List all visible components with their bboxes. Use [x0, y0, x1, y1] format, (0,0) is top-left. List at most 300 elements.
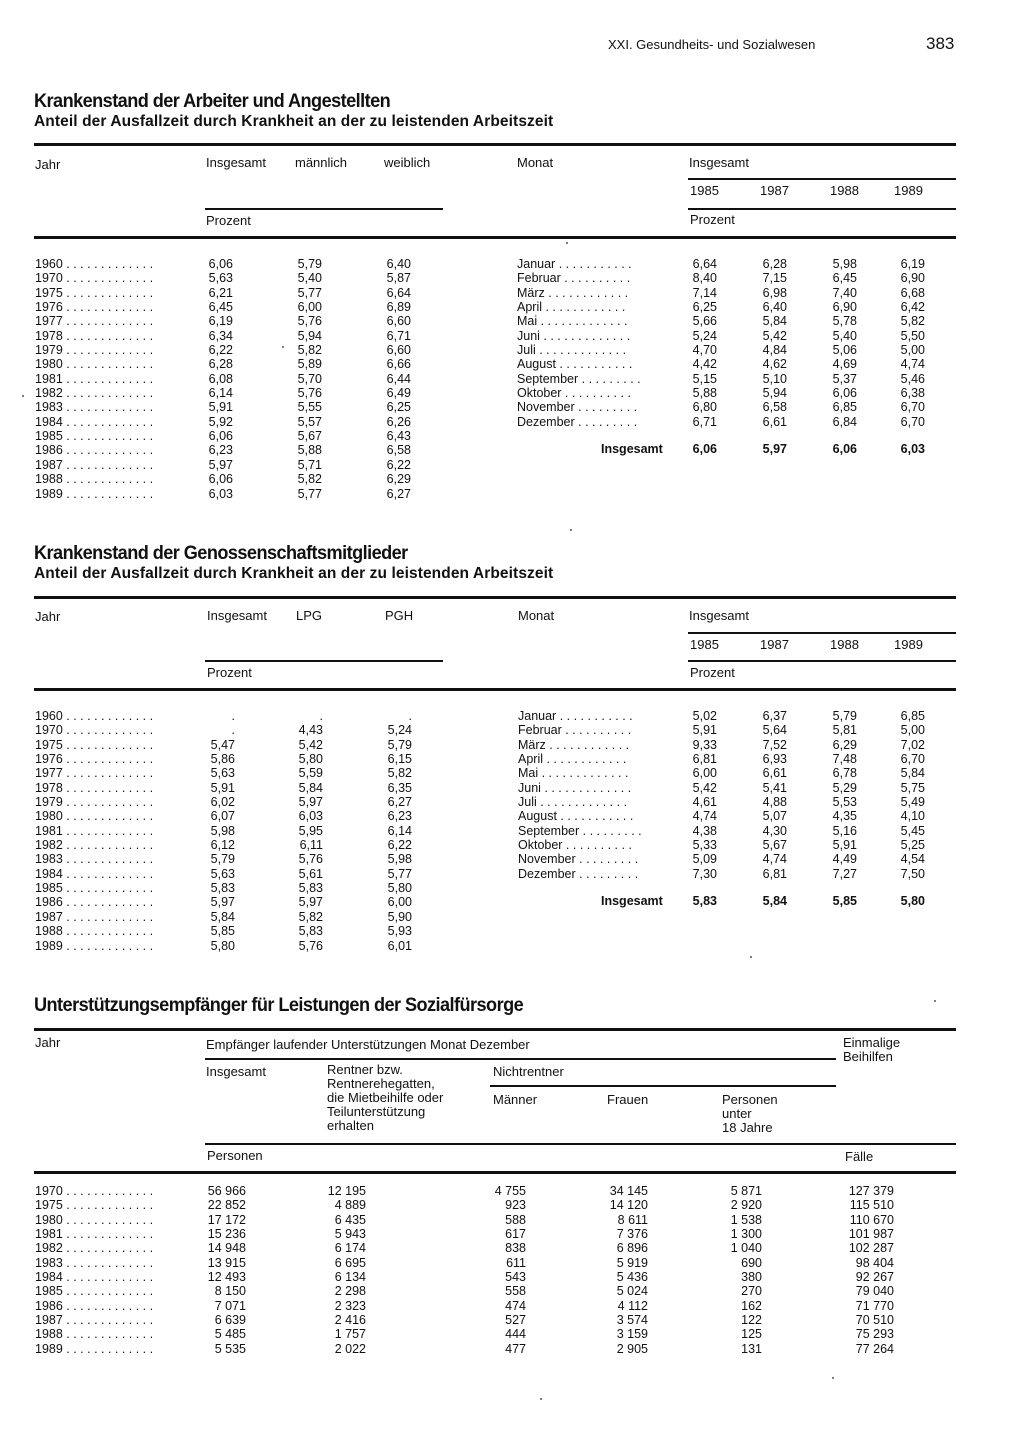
- table1-subtitle: Anteil der Ausfallzeit durch Krankheit an der zu leistenden Arbeitszeit: [34, 113, 554, 130]
- table-cell: 1988 . . . . . . . . . . . . .: [35, 924, 154, 939]
- scan-speck: [282, 346, 284, 348]
- table-cell: 4,42: [692, 357, 717, 372]
- table-cell: 6 134: [334, 1270, 366, 1285]
- table-cell: September . . . . . . . . .: [517, 371, 641, 386]
- table-cell: 13 915: [207, 1255, 246, 1270]
- table-cell: 1985 . . . . . . . . . . . . .: [35, 429, 154, 444]
- table1-header-maennlich: männlich: [295, 155, 348, 170]
- table-cell: 474: [505, 1298, 526, 1313]
- table-cell: 6,42: [900, 300, 925, 315]
- table-cell: 131: [741, 1341, 762, 1356]
- table2-total-1988: 5,85: [832, 894, 857, 908]
- table-cell: 34 145: [609, 1184, 648, 1198]
- table3-unit-faelle: Fälle: [845, 1149, 874, 1164]
- table-cell: 5,82: [297, 343, 322, 358]
- table2-col-1989: [874, 709, 925, 881]
- table-cell: 7,48: [832, 752, 857, 767]
- table-cell: 5,63: [208, 271, 233, 286]
- table-cell: 4,84: [762, 343, 787, 358]
- table-cell: 5,37: [832, 371, 857, 386]
- scan-speck: [934, 1000, 936, 1002]
- table2-total-1987: 5,84: [762, 894, 787, 908]
- table-cell: 1986 . . . . . . . . . . . . .: [35, 895, 154, 910]
- table-cell: 6,93: [762, 752, 787, 767]
- table-cell: 7,52: [762, 737, 787, 752]
- table-cell: 5,80: [298, 752, 323, 767]
- table1-col-1988: [806, 257, 857, 429]
- table-cell: 6,61: [762, 414, 787, 429]
- table3-unit-personen: Personen: [207, 1148, 263, 1163]
- scan-speck: [570, 529, 572, 531]
- table-cell: 5,92: [208, 414, 233, 429]
- table-cell: 5,07: [762, 809, 787, 824]
- table-cell: 1984 . . . . . . . . . . . . .: [35, 1270, 154, 1285]
- table1-col-1987: [736, 257, 787, 429]
- table-cell: 5,42: [692, 780, 717, 795]
- table2-year-1985: 1985: [690, 637, 719, 652]
- table-cell: 4,10: [900, 809, 925, 824]
- table3-top-rule: [34, 1028, 956, 1031]
- table-cell: 5,06: [832, 343, 857, 358]
- table-cell: 5,15: [692, 371, 717, 386]
- table-cell: 8 611: [617, 1212, 648, 1227]
- table-cell: 6 435: [334, 1212, 366, 1227]
- table-cell: 6,06: [208, 472, 233, 487]
- table1-total-1985: 6,06: [692, 442, 717, 456]
- table-cell: 1975 . . . . . . . . . . . . .: [35, 1198, 154, 1213]
- table2-unit-prozent-right: Prozent: [690, 665, 735, 680]
- table1-col-weiblich: [359, 257, 411, 501]
- table-cell: September . . . . . . . . .: [518, 823, 642, 838]
- table-cell: 6,43: [386, 429, 411, 444]
- table2-unit-rule-right: [688, 660, 956, 662]
- table-cell: 1977 . . . . . . . . . . . . .: [35, 766, 154, 781]
- table-cell: 5,98: [832, 257, 857, 271]
- table-cell: 2 022: [334, 1341, 366, 1356]
- table1-header-weiblich: weiblich: [384, 155, 431, 170]
- table-cell: Dezember . . . . . . . . .: [518, 866, 639, 881]
- table1-total-1989: 6,03: [900, 442, 925, 456]
- table-cell: 6,85: [900, 709, 925, 723]
- table-cell: 6,27: [386, 486, 411, 501]
- page-number: 383: [926, 34, 955, 53]
- table-cell: 6,23: [387, 809, 412, 824]
- table-cell: 5,91: [832, 838, 857, 853]
- table-cell: 5,82: [298, 909, 323, 924]
- table-cell: 1960 . . . . . . . . . . . . .: [35, 709, 154, 723]
- table-cell: 56 966: [207, 1184, 246, 1198]
- table-cell: 5,67: [762, 838, 787, 853]
- table-cell: 1989 . . . . . . . . . . . . .: [35, 938, 154, 953]
- table2-col-1987: [736, 709, 787, 881]
- table-cell: 5,76: [298, 938, 323, 953]
- table-cell: 5,78: [832, 314, 857, 329]
- table-cell: 1988 . . . . . . . . . . . . .: [35, 472, 154, 487]
- table-cell: 102 287: [848, 1241, 894, 1256]
- table2-top-rule: [34, 596, 956, 599]
- table2-total-label: Insgesamt: [601, 894, 663, 908]
- table-cell: 1987 . . . . . . . . . . . . .: [35, 457, 154, 472]
- table-cell: Juni . . . . . . . . . . . . .: [517, 328, 631, 343]
- table3-header-insgesamt: Insgesamt: [206, 1064, 266, 1079]
- table-cell: 6,90: [832, 300, 857, 315]
- table-cell: 5,66: [692, 314, 717, 329]
- table-cell: 5,59: [298, 766, 323, 781]
- scan-speck: [540, 1398, 542, 1400]
- table2-years-rule: [688, 632, 956, 634]
- table-cell: 5,93: [387, 924, 412, 939]
- table-cell: 5,55: [297, 400, 322, 415]
- table1-col-insgesamt: [180, 257, 233, 501]
- table-cell: 5,79: [297, 257, 322, 271]
- table-cell: 6,03: [298, 809, 323, 824]
- table-cell: 6 639: [214, 1313, 246, 1328]
- table-cell: 9,33: [692, 737, 717, 752]
- table-cell: 6 695: [334, 1255, 366, 1270]
- table-cell: 4,49: [832, 852, 857, 867]
- table-cell: 4,35: [832, 809, 857, 824]
- table-cell: 6,28: [208, 357, 233, 372]
- table-cell: 110 670: [849, 1212, 894, 1227]
- table-cell: 5,49: [900, 795, 925, 810]
- table-cell: August . . . . . . . . . . .: [517, 357, 633, 372]
- table-cell: 14 120: [609, 1198, 648, 1213]
- table-cell: 923: [505, 1198, 526, 1213]
- table-cell: 4,74: [762, 852, 787, 867]
- table-cell: 22 852: [207, 1198, 246, 1213]
- table1-header-monat: Monat: [517, 155, 554, 170]
- table-cell: 71 770: [855, 1298, 894, 1313]
- table2-header-monat: Monat: [518, 608, 555, 623]
- table-cell: 5,24: [387, 723, 412, 738]
- table-cell: 6,58: [762, 400, 787, 415]
- table1-unit-rule-right: [688, 208, 956, 210]
- table-cell: 5,82: [900, 314, 925, 329]
- table-cell: 15 236: [207, 1227, 246, 1242]
- table-cell: März . . . . . . . . . . . .: [517, 285, 629, 300]
- table-cell: 6,70: [900, 414, 925, 429]
- table-cell: 1980 . . . . . . . . . . . . .: [35, 809, 154, 824]
- table-cell: 1 538: [730, 1212, 762, 1227]
- table-cell: 6,00: [692, 766, 717, 781]
- table-cell: 2 905: [616, 1341, 648, 1356]
- table-cell: 125: [741, 1327, 762, 1342]
- table-cell: 101 987: [848, 1227, 894, 1242]
- table2-year-1989: 1989: [894, 637, 923, 652]
- table-cell: 1970 . . . . . . . . . . . . .: [35, 271, 154, 286]
- table-cell: 5,98: [210, 823, 235, 838]
- table-cell: 6,08: [208, 371, 233, 386]
- table-cell: 5,57: [297, 414, 322, 429]
- table-cell: 5,61: [298, 866, 323, 881]
- table-cell: 5,83: [298, 924, 323, 939]
- table-cell: 6,03: [208, 486, 233, 501]
- table-cell: 6 174: [334, 1241, 366, 1256]
- table-cell: 6,78: [832, 766, 857, 781]
- table-cell: 6,00: [387, 895, 412, 910]
- table-cell: 5,83: [210, 881, 235, 896]
- table-cell: 5,00: [900, 723, 925, 738]
- table-cell: 2 920: [730, 1198, 762, 1213]
- table-cell: 6,70: [900, 400, 925, 415]
- table-cell: 8 150: [214, 1284, 246, 1299]
- table-cell: 6,89: [386, 300, 411, 315]
- table-cell: 5,77: [297, 285, 322, 300]
- table-cell: Februar . . . . . . . . . .: [517, 271, 631, 286]
- table-cell: 6,00: [297, 300, 322, 315]
- table-cell: 1982 . . . . . . . . . . . . .: [35, 1241, 154, 1256]
- table1-total-1988: 6,06: [832, 442, 857, 456]
- table-cell: 2 323: [334, 1298, 366, 1313]
- table3-header-personen18: Personen unter 18 Jahre: [722, 1092, 778, 1135]
- table-cell: 5,16: [832, 823, 857, 838]
- table-cell: 5,89: [297, 357, 322, 372]
- table-cell: 5,97: [208, 457, 233, 472]
- table1-year-1988: 1988: [830, 183, 859, 198]
- table2-header-jahr: Jahr: [35, 609, 61, 624]
- table-cell: 6,27: [387, 795, 412, 810]
- table-cell: 6,22: [386, 457, 411, 472]
- table-cell: 1978 . . . . . . . . . . . . .: [35, 780, 154, 795]
- table-cell: 1984 . . . . . . . . . . . . .: [35, 866, 154, 881]
- table-cell: 2 416: [334, 1313, 366, 1328]
- table-cell: 7,30: [692, 866, 717, 881]
- table-cell: 7,50: [900, 866, 925, 881]
- table2-col-pgh: [360, 709, 412, 953]
- table-cell: 5,41: [762, 780, 787, 795]
- table-cell: 5,25: [900, 838, 925, 853]
- table-cell: 5,79: [210, 852, 235, 867]
- table-cell: 6,06: [208, 429, 233, 444]
- table-cell: 5,85: [210, 924, 235, 939]
- table-cell: 5,67: [297, 429, 322, 444]
- table3-group-rule: [205, 1058, 836, 1060]
- table-cell: 6,28: [762, 257, 787, 271]
- table-cell: 5,95: [298, 823, 323, 838]
- table-cell: 5,76: [297, 314, 322, 329]
- table-cell: 5,40: [297, 271, 322, 286]
- table2-col-1988: [806, 709, 857, 881]
- table-cell: Juli . . . . . . . . . . . . .: [517, 343, 627, 358]
- table-cell: 6,64: [386, 285, 411, 300]
- table3-col-einmalige: [826, 1184, 894, 1356]
- table-cell: 5,88: [297, 443, 322, 458]
- table-cell: 1985 . . . . . . . . . . . . .: [35, 881, 154, 896]
- table-cell: Juni . . . . . . . . . . . . .: [518, 780, 632, 795]
- table-cell: 1981 . . . . . . . . . . . . .: [35, 1227, 154, 1242]
- table-cell: 1 757: [334, 1327, 366, 1342]
- scan-speck: [22, 395, 24, 397]
- table-cell: 1983 . . . . . . . . . . . . .: [35, 400, 154, 415]
- table-cell: 6,61: [762, 766, 787, 781]
- table-cell: 1976 . . . . . . . . . . . . .: [35, 752, 154, 767]
- table-cell: 6,45: [832, 271, 857, 286]
- table-cell: 558: [505, 1284, 526, 1299]
- table-cell: 6,15: [387, 752, 412, 767]
- table-cell: 1987 . . . . . . . . . . . . .: [35, 909, 154, 924]
- table-cell: 6,81: [692, 752, 717, 767]
- table-cell: Juli . . . . . . . . . . . . .: [518, 795, 628, 810]
- table-cell: 75 293: [855, 1327, 894, 1342]
- table-cell: 1986 . . . . . . . . . . . . .: [35, 1298, 154, 1313]
- table-cell: 4,30: [762, 823, 787, 838]
- table-cell: 1 300: [730, 1227, 762, 1242]
- table-cell: 4 755: [494, 1184, 526, 1198]
- table-cell: 5,42: [762, 328, 787, 343]
- table-cell: 1975 . . . . . . . . . . . . .: [35, 285, 154, 300]
- table2-month-labels: [518, 709, 642, 881]
- table-cell: 5 024: [616, 1284, 648, 1299]
- table-cell: 5,82: [387, 766, 412, 781]
- table2-subtitle: Anteil der Ausfallzeit durch Krankheit an der zu leistenden Arbeitszeit: [34, 565, 554, 582]
- table-cell: 6,02: [210, 795, 235, 810]
- table-cell: 5,98: [387, 852, 412, 867]
- table2-total-1989: 5,80: [900, 894, 925, 908]
- table-cell: 838: [505, 1241, 526, 1256]
- table-cell: 6,07: [210, 809, 235, 824]
- table2-header-insgesamt: Insgesamt: [207, 608, 267, 623]
- table1-year-1989: 1989: [894, 183, 923, 198]
- table1-top-rule: [34, 143, 956, 146]
- table-cell: 6,11: [299, 838, 323, 853]
- table-cell: 7 376: [616, 1227, 648, 1242]
- table3-col-rentner: [300, 1184, 366, 1356]
- table-cell: 5,97: [210, 895, 235, 910]
- table-cell: 6,37: [762, 709, 787, 723]
- table3-nichtrentner-rule: [490, 1085, 836, 1087]
- table1-col-1985: [666, 257, 717, 429]
- table-cell: 5,80: [210, 938, 235, 953]
- table-cell: 6,38: [900, 386, 925, 401]
- table-cell: 6,49: [386, 386, 411, 401]
- table-cell: 77 264: [855, 1341, 894, 1356]
- table3-col-frauen: [580, 1184, 648, 1356]
- table-cell: 6,12: [210, 838, 235, 853]
- table-cell: 5,40: [832, 328, 857, 343]
- chapter-header: XXI. Gesundheits- und Sozialwesen: [608, 37, 816, 52]
- table-cell: 4,88: [762, 795, 787, 810]
- table-cell: 5,94: [762, 386, 787, 401]
- table-cell: 6,71: [386, 328, 411, 343]
- table-cell: 6,45: [208, 300, 233, 315]
- table-cell: 1981 . . . . . . . . . . . . .: [35, 823, 154, 838]
- table-cell: 1983 . . . . . . . . . . . . .: [35, 852, 154, 867]
- table-cell: 1981 . . . . . . . . . . . . .: [35, 371, 154, 386]
- table-cell: 70 510: [855, 1313, 894, 1328]
- table-cell: Mai . . . . . . . . . . . . .: [517, 314, 628, 329]
- table-cell: 6,29: [386, 472, 411, 487]
- table-cell: 5,97: [298, 795, 323, 810]
- table-cell: März . . . . . . . . . . . .: [518, 737, 630, 752]
- table-cell: 1983 . . . . . . . . . . . . .: [35, 1255, 154, 1270]
- table-cell: April . . . . . . . . . . . .: [518, 752, 627, 767]
- table-cell: 5,80: [387, 881, 412, 896]
- table3-col-insgesamt: [180, 1184, 246, 1356]
- table3-header-maenner: Männer: [493, 1092, 538, 1107]
- table-cell: Dezember . . . . . . . . .: [517, 414, 638, 429]
- table-cell: 5,29: [832, 780, 857, 795]
- table-cell: 6,60: [386, 343, 411, 358]
- table-cell: 444: [505, 1327, 526, 1342]
- table-cell: 1977 . . . . . . . . . . . . .: [35, 314, 154, 329]
- table1-year-1987: 1987: [760, 183, 789, 198]
- table2-total-1985: 5,83: [692, 894, 717, 908]
- table-cell: 527: [505, 1313, 526, 1328]
- table2-col-lpg: [271, 709, 323, 953]
- table-cell: 5,76: [298, 852, 323, 867]
- table-cell: 5,91: [210, 780, 235, 795]
- table-cell: 5,97: [298, 895, 323, 910]
- table-cell: 690: [741, 1255, 762, 1270]
- table-cell: 4,61: [692, 795, 717, 810]
- table-cell: 5,71: [297, 457, 322, 472]
- table-cell: 5,63: [210, 766, 235, 781]
- table-cell: 5,63: [210, 866, 235, 881]
- table-cell: 1986 . . . . . . . . . . . . .: [35, 443, 154, 458]
- table-cell: 1989 . . . . . . . . . . . . .: [35, 486, 154, 501]
- table-cell: 3 159: [616, 1327, 648, 1342]
- table-cell: 5,45: [900, 823, 925, 838]
- table3-header-group: Empfänger laufender Unterstützungen Monat Dezember: [206, 1037, 530, 1052]
- table-cell: 7,27: [832, 866, 857, 881]
- scan-speck: [566, 242, 568, 244]
- table1-year-1985: 1985: [690, 183, 719, 198]
- table-cell: 1 040: [730, 1241, 762, 1256]
- table-cell: .: [319, 709, 323, 723]
- table3-col-personen18: [696, 1184, 762, 1356]
- table-cell: 6,29: [832, 737, 857, 752]
- table-cell: 5,33: [692, 838, 717, 853]
- table-cell: 4,74: [900, 357, 925, 372]
- table-cell: 5,84: [210, 909, 235, 924]
- table-cell: 6,06: [832, 386, 857, 401]
- scan-speck: [832, 1377, 834, 1379]
- table-cell: 98 404: [855, 1255, 894, 1270]
- table-cell: 5,82: [297, 472, 322, 487]
- table-cell: 127 379: [848, 1184, 894, 1198]
- table-cell: 14 948: [207, 1241, 246, 1256]
- table-cell: 6,14: [387, 823, 412, 838]
- table-cell: 6,14: [208, 386, 233, 401]
- table-cell: November . . . . . . . . .: [517, 400, 638, 415]
- table-cell: 5,00: [900, 343, 925, 358]
- table-cell: 1976 . . . . . . . . . . . . .: [35, 300, 154, 315]
- table-cell: 611: [506, 1255, 526, 1270]
- table-cell: 1982 . . . . . . . . . . . . .: [35, 838, 154, 853]
- table-cell: 5,91: [208, 400, 233, 415]
- table-cell: 1980 . . . . . . . . . . . . .: [35, 1212, 154, 1227]
- table1-total-label: Insgesamt: [601, 442, 663, 456]
- table-cell: 5,47: [210, 737, 235, 752]
- table-cell: 4,70: [692, 343, 717, 358]
- table2-col-insgesamt: [182, 709, 235, 953]
- table-cell: 6,25: [692, 300, 717, 315]
- table2-unit-prozent: Prozent: [207, 665, 252, 680]
- table-cell: 6,35: [387, 780, 412, 795]
- table-cell: 5,84: [900, 766, 925, 781]
- table-cell: 5,79: [832, 709, 857, 723]
- table-cell: 8,40: [692, 271, 717, 286]
- table3-header-jahr: Jahr: [35, 1035, 61, 1050]
- table-cell: 1978 . . . . . . . . . . . . .: [35, 328, 154, 343]
- table-cell: .: [231, 723, 235, 738]
- table2-header-bottom-rule: [34, 688, 956, 691]
- table-cell: 5 436: [616, 1270, 648, 1285]
- table-cell: 5,42: [298, 737, 323, 752]
- table-cell: 12 195: [327, 1184, 366, 1198]
- table-cell: 5,10: [762, 371, 787, 386]
- table-cell: 4 889: [334, 1198, 366, 1213]
